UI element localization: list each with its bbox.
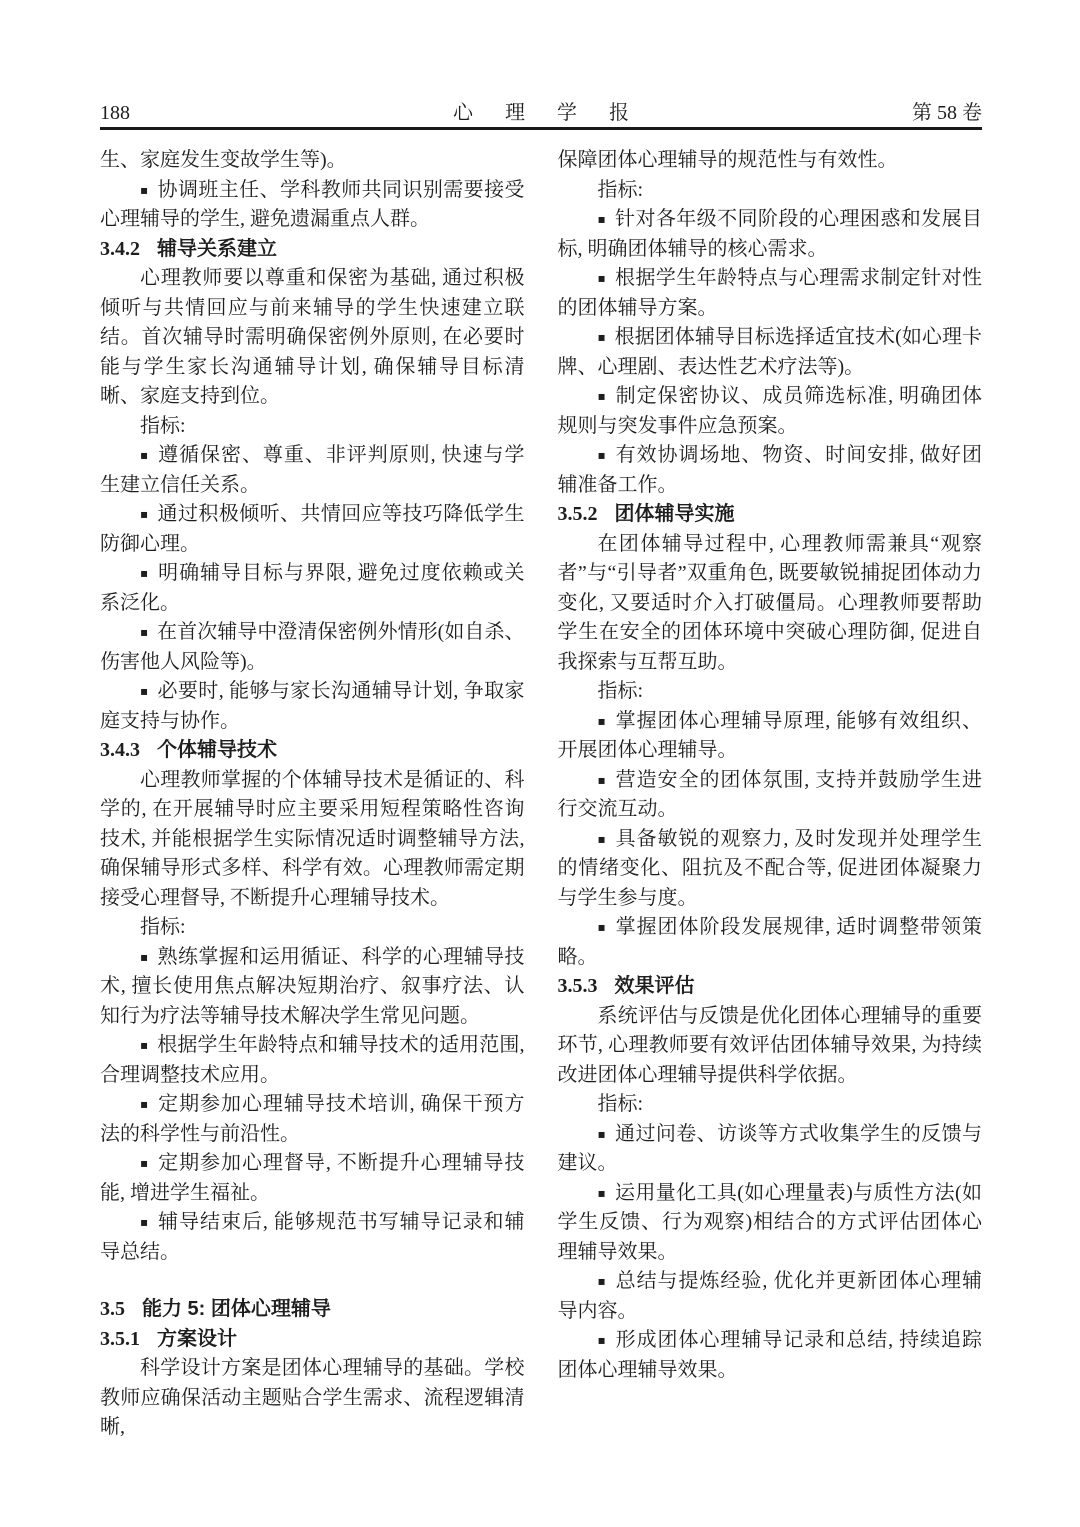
body-paragraph: 在团体辅导过程中, 心理教师需兼具“观察者”与“引导者”双重角色, 既要敏锐捕捉团体动力变化, 又要适时介入打破僵局。心理教师要帮助学生在安全的团体环境中突破心理防御, 促进自我探索与互帮互助。 [557, 532, 982, 673]
bullet-item [100, 943, 525, 1032]
bullet-item [558, 264, 983, 323]
bullet-text: 熟练掌握和运用循证、科学的心理辅导技术, 擅长使用焦点解决短期治疗、叙事疗法、认知行为疗法等辅导技术解决学生常见问题。 [100, 945, 525, 1027]
body-paragraph: 科学设计方案是团体心理辅导的基础。学校教师应确保活动主题贴合学生需求、流程逻辑清晰, [100, 1357, 525, 1438]
bullet-item [100, 1149, 525, 1208]
square-bullet-icon: ▪ [140, 1097, 149, 1111]
bullet-text: 在首次辅导中澄清保密例外情形(如自杀、伤害他人风险等)。 [100, 621, 525, 673]
bullet-item [100, 441, 525, 500]
bullet-text: 通过积极倾听、共情回应等技巧降低学生防御心理。 [100, 503, 525, 555]
indicators-label: 指标: [140, 414, 186, 437]
bullet-text: 定期参加心理辅导技术培训, 确保干预方法的科学性与前沿性。 [100, 1093, 525, 1145]
body-paragraph: 心理教师要以尊重和保密为基础, 通过积极倾听与共情回应与前来辅导的学生快速建立联结。首次辅导时需明确保密例外原则, 在必要时能与学生家长沟通辅导计划, 确保辅导目标清晰、家庭支持到位。 [100, 267, 525, 407]
square-bullet-icon: ▪ [597, 271, 606, 285]
square-bullet-icon: ▪ [140, 684, 149, 698]
heading-number: 3.5 [100, 1298, 125, 1320]
bullet-item [100, 618, 525, 677]
body-paragraph: 系统评估与反馈是优化团体心理辅导的重要环节, 心理教师要有效评估团体辅导效果, 为持续改进团体心理辅导提供科学依据。 [557, 1004, 982, 1086]
bullet-text: 有效协调场地、物资、时间安排, 做好团辅准备工作。 [557, 444, 982, 496]
heading-title: 方案设计 [157, 1327, 237, 1350]
bullet-text: 根据学生年龄特点与心理需求制定针对性的团体辅导方案。 [557, 267, 982, 319]
square-bullet-icon: ▪ [597, 330, 606, 344]
article-body [100, 146, 982, 1443]
bullet-item [558, 441, 983, 500]
square-bullet-icon: ▪ [597, 1185, 606, 1200]
left-column [100, 146, 525, 1443]
square-bullet-icon: ▪ [597, 389, 606, 403]
page-header [100, 96, 982, 124]
bullet-text: 总结与提炼经验, 优化并更新团体心理辅导内容。 [557, 1270, 982, 1322]
section-heading [100, 1295, 525, 1325]
square-bullet-icon: ▪ [597, 772, 606, 787]
heading-number: 3.5.1 [100, 1327, 140, 1350]
bullet-text: 协调班主任、学科教师共同识别需要接受心理辅导的学生, 避免遗漏重点人群。 [100, 178, 525, 230]
heading-number: 3.5.3 [557, 975, 598, 997]
bullet-item [558, 707, 983, 766]
square-bullet-icon: ▪ [140, 1038, 149, 1052]
heading-title: 团体辅导实施 [614, 503, 735, 525]
right-column [558, 146, 983, 1443]
bullet-item [558, 1326, 983, 1385]
bullet-text: 掌握团体阶段发展规律, 适时调整带领策略。 [557, 916, 982, 968]
square-bullet-icon: ▪ [597, 831, 606, 846]
bullet-text: 具备敏锐的观察力, 及时发现并处理学生的情绪变化、阻抗及不配合等, 促进团体凝聚力与学生参与度。 [557, 827, 982, 909]
heading-number: 3.4.3 [100, 739, 140, 761]
heading-number: 3.5.2 [557, 503, 598, 525]
bullet-item [558, 913, 983, 972]
bullet-text: 针对各年级不同阶段的心理困惑和发展目标, 明确团体辅导的核心需求。 [557, 208, 982, 260]
heading-title: 能力 5: 团体心理辅导 [142, 1298, 331, 1320]
heading-title: 效果评估 [614, 975, 695, 997]
page-number: 188 [100, 102, 130, 124]
journal-title: 心理学报 [453, 102, 661, 124]
volume-label: 第 58 卷 [912, 102, 982, 124]
body-paragraph-continued: 生、家庭发生变故学生等)。 [100, 149, 347, 171]
square-bullet-icon: ▪ [597, 713, 606, 728]
body-paragraph: 心理教师掌握的个体辅导技术是循证的、科学的, 在开展辅导时应主要采用短程策略性咨询技术, 并能根据学生实际情况适时调整辅导方法, 确保辅导形式多样、科学有效。心理教师需定期接受心理督导, 不断提升心理辅导技术。 [100, 768, 525, 909]
bullet-text: 运用量化工具(如心理量表)与质性方法(如学生反馈、行为观察)相结合的方式评估团体心理辅导效果。 [557, 1181, 982, 1263]
square-bullet-icon: ▪ [597, 212, 606, 226]
square-bullet-icon: ▪ [140, 182, 149, 197]
bullet-item [558, 766, 983, 825]
bullet-item [558, 382, 983, 441]
bullet-item [100, 677, 525, 736]
bullet-text: 遵循保密、尊重、非评判原则, 快速与学生建立信任关系。 [100, 444, 525, 496]
bullet-item [100, 1208, 525, 1267]
square-bullet-icon: ▪ [597, 1126, 606, 1141]
bullet-item [558, 1120, 983, 1179]
bullet-text: 掌握团体心理辅导原理, 能够有效组织、开展团体心理辅导。 [557, 709, 982, 761]
bullet-text: 根据团体辅导目标选择适宜技术(如心理卡牌、心理剧、表达性艺术疗法等)。 [557, 326, 982, 378]
bullet-text: 形成团体心理辅导记录和总结, 持续追踪团体心理辅导效果。 [557, 1329, 982, 1381]
bullet-item [100, 1031, 525, 1090]
subsection-heading [100, 235, 525, 265]
bullet-item [100, 559, 525, 618]
bullet-text: 制定保密协议、成员筛选标准, 明确团体规则与突发事件应急预案。 [557, 385, 982, 437]
bullet-item [558, 1267, 983, 1326]
heading-title: 辅导关系建立 [157, 237, 277, 260]
header-rule [100, 127, 982, 130]
bullet-item [558, 1179, 983, 1268]
square-bullet-icon: ▪ [597, 448, 606, 462]
bullet-text: 通过问卷、访谈等方式收集学生的反馈与建议。 [557, 1122, 982, 1174]
bullet-text: 营造安全的团体氛围, 支持并鼓励学生进行交流互动。 [557, 768, 982, 820]
subsection-heading [100, 736, 525, 766]
body-paragraph-continued: 保障团体心理辅导的规范性与有效性。 [557, 149, 898, 171]
bullet-item [100, 176, 525, 235]
square-bullet-icon: ▪ [140, 1156, 149, 1170]
heading-title: 个体辅导技术 [157, 739, 277, 761]
indicators-label: 指标: [597, 680, 644, 702]
bullet-item [558, 825, 983, 914]
bullet-text: 定期参加心理督导, 不断提升心理辅导技能, 增进学生福祉。 [100, 1152, 525, 1204]
bullet-item [100, 500, 525, 559]
heading-number: 3.4.2 [100, 237, 140, 260]
square-bullet-icon: ▪ [140, 1215, 149, 1229]
indicators-label: 指标: [597, 178, 644, 201]
square-bullet-icon: ▪ [597, 920, 606, 934]
subsection-heading [558, 500, 983, 530]
bullet-item [100, 1090, 525, 1149]
bullet-text: 辅导结束后, 能够规范书写辅导记录和辅导总结。 [100, 1211, 525, 1263]
subsection-heading [558, 972, 983, 1002]
subsection-heading [100, 1325, 525, 1355]
indicators-label: 指标: [140, 916, 186, 938]
bullet-text: 必要时, 能够与家长沟通辅导计划, 争取家庭支持与协作。 [100, 680, 525, 732]
bullet-item [558, 323, 983, 382]
square-bullet-icon: ▪ [140, 566, 149, 580]
square-bullet-icon: ▪ [140, 507, 149, 521]
square-bullet-icon: ▪ [597, 1274, 606, 1288]
indicators-label: 指标: [597, 1093, 644, 1115]
bullet-text: 根据学生年龄特点和辅导技术的适用范围, 合理调整技术应用。 [100, 1034, 525, 1086]
square-bullet-icon: ▪ [140, 625, 149, 639]
square-bullet-icon: ▪ [597, 1333, 606, 1347]
square-bullet-icon: ▪ [140, 448, 149, 462]
bullet-item [558, 205, 983, 264]
bullet-text: 明确辅导目标与界限, 避免过度依赖或关系泛化。 [100, 562, 525, 614]
square-bullet-icon: ▪ [140, 949, 149, 964]
